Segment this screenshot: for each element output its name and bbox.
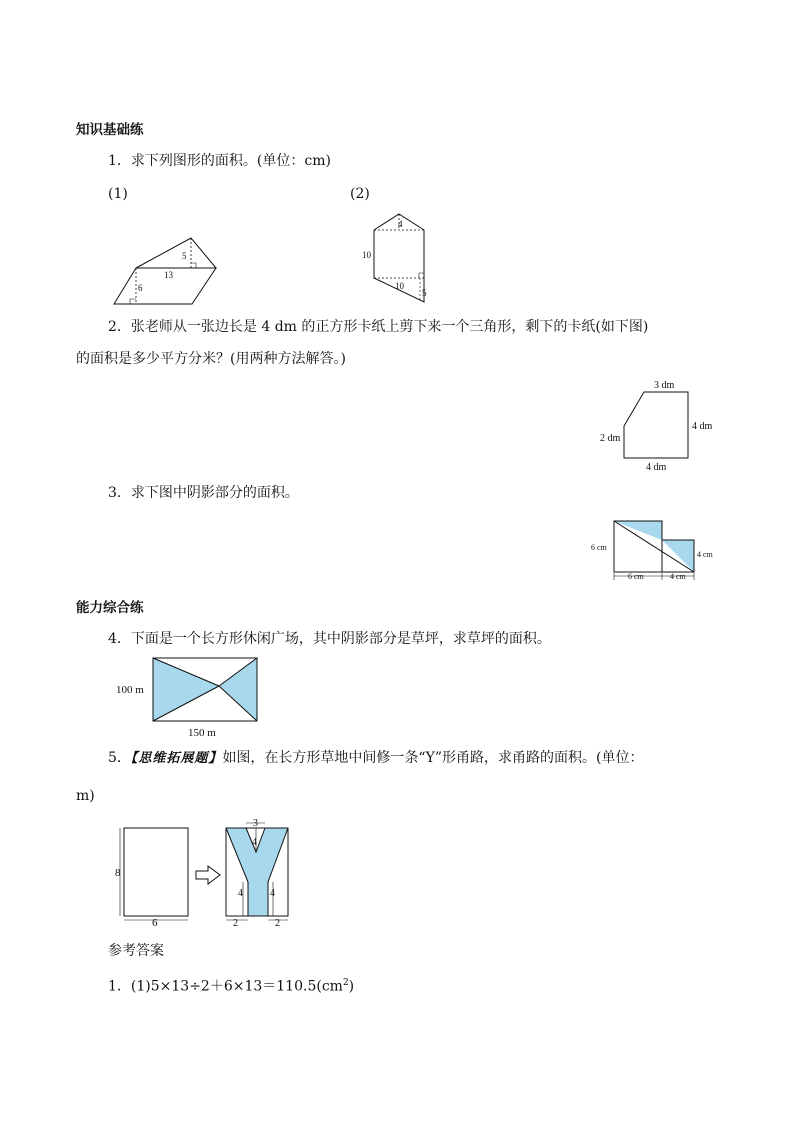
q1-sub1-label: (1) [108, 186, 128, 202]
q1-fig2-top-label: 4 [398, 219, 403, 229]
section-basic-heading: 知识基础练 [76, 122, 144, 138]
q1-fig2-left-label: 10 [362, 250, 371, 260]
q4-fig-height-label: 100 m [116, 684, 144, 696]
q1-figure-2 [358, 208, 438, 308]
q2-figure [596, 376, 726, 476]
q5-fig-v3-label: 4 [270, 888, 275, 899]
q2-fig-top-label: 3 dm [654, 380, 675, 391]
q1-fig1-base-label: 13 [164, 270, 173, 280]
q3-fig-bottom2-label: 4 cm [670, 572, 686, 581]
q5-fig-width-label: 6 [152, 917, 158, 926]
q4-text: 4．下面是一个长方形休闲广场，其中阴影部分是草坪，求草坪的面积。 [108, 631, 551, 647]
section-comprehensive-heading: 能力综合练 [76, 600, 144, 616]
q5-text-body: 如图，在长方形草地中间修一条“Y”形甬路，求甬路的面积。(单位： [222, 750, 644, 766]
answers-title: 参考答案 [108, 943, 164, 959]
q2-fig-right-label: 4 dm [692, 421, 713, 432]
q2-fig-left-label: 2 dm [600, 433, 621, 444]
answer-1-suffix: ) [348, 978, 355, 995]
answer-1 [108, 974, 354, 996]
answer-1-superscript: 2 [342, 978, 349, 988]
q5-fig-v1-label: 4 [252, 837, 257, 848]
q2-fig-bottom-label: 4 dm [646, 462, 667, 473]
q5-figure [108, 814, 308, 926]
q5-fig-top-label: 3 [253, 818, 258, 829]
q5-fig-v2-label: 4 [238, 888, 243, 899]
q1-sub2-label: (2) [350, 186, 370, 202]
q3-figure [590, 514, 730, 584]
q4-figure [112, 654, 272, 740]
q5-fig-b2-label: 2 [275, 918, 280, 926]
q1-fig2-bottom-label: 10 [395, 281, 404, 291]
q5-text-line2: m) [76, 788, 95, 804]
q3-fig-left-label: 6 cm [591, 543, 607, 552]
q3-fig-bottom1-label: 6 cm [628, 572, 644, 581]
q5-badge: 【思维拓展题】 [130, 751, 223, 766]
q1-fig1-h1-label: 5 [182, 251, 187, 261]
q5-fig-height-label: 8 [115, 867, 121, 879]
q4-fig-width-label: 150 m [188, 727, 216, 739]
q3-fig-right-label: 4 cm [697, 550, 713, 559]
q1-fig1-h2-label: 6 [138, 283, 143, 293]
answer-1-text: 1．(1)5×13÷2＋6×13＝110.5(cm [108, 978, 343, 995]
q1-text: 1．求下列图形的面积。(单位：cm) [108, 153, 331, 169]
q5-text [108, 749, 643, 768]
q1-fig2-right-label: 5 [422, 288, 427, 298]
q5-fig-b1-label: 2 [233, 918, 238, 926]
q2-text-line1: 2．张老师从一张边长是 4 dm 的正方形卡纸上剪下来一个三角形，剩下的卡纸(如下图) [108, 319, 649, 335]
q3-text: 3．求下图中阴影部分的面积。 [108, 485, 299, 501]
q1-figure-1 [106, 232, 226, 310]
q5-number: 5． [108, 750, 131, 766]
q2-text-line2: 的面积是多少平方分米？(用两种方法解答。) [76, 351, 346, 367]
